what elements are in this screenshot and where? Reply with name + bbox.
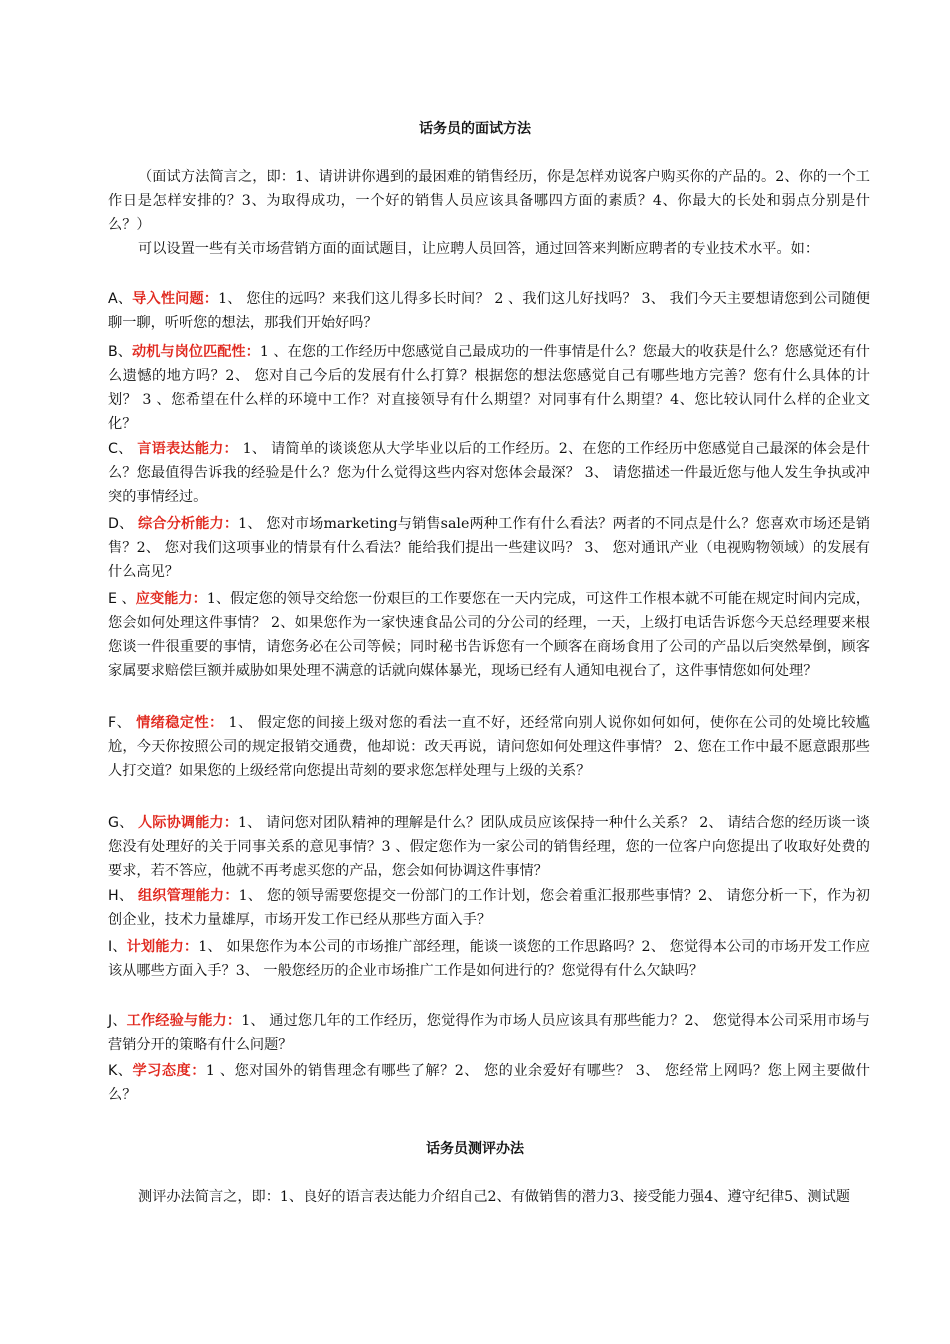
section-body: 1 、您对国外的销售理念有哪些了解？2、 您的业余爱好有哪些？ 3、 您经常上网吗？您上网主要做什么？ [108, 1063, 870, 1104]
section-body: 1、 请简单的谈谈您从大学毕业以后的工作经历。2、在您的工作经历中您感觉自己最深的体会是什么？您最值得告诉我的经验是什么？您为什么觉得这些内容对您体会最深？ 3、 请您描述一件最近您与他人发生争执或冲突的事情经过。 [108, 441, 870, 506]
section-body: 1、 假定您的间接上级对您的看法一直不好，还经常向别人说你如何如何，使你在公司的处境比较尴尬，今天你按照公司的规定报销交通费，他却说：改天再说，请问您如何处理这件事情？ 2、您在工作中最不愿意跟那些人打交道？如果您的上级经常向您提出苛刻的要求您怎样处理与上级的关系？ [108, 715, 870, 780]
section-heading: 应变能力： [135, 591, 207, 607]
section-body: 1、 如果您作为本公司的市场推广部经理，能谈一谈您的工作思路吗？2、 您觉得本公司的市场开发工作应该从哪些方面入手？3、 一般您经历的企业市场推广工作是如何进行的？您觉得有什么欠缺吗？ [108, 939, 870, 980]
section-prefix: K、 [108, 1063, 133, 1079]
document-title: 话务员的面试方法 [419, 121, 531, 137]
section-body: 1、 您对市场marketing与销售sale两种工作有什么看法？两者的不同点是什么？您喜欢市场还是销售？2、 您对我们这项事业的情景有什么看法？能给我们提出一些建议吗？ 3、 您对通讯产业（电视购物领域）的发展有什么高见？ [108, 516, 871, 581]
section-prefix: E 、 [108, 591, 136, 607]
section-prefix: B、 [108, 344, 132, 360]
section-heading: 言语表达能力： [137, 441, 238, 457]
section-e [108, 587, 870, 683]
section-body: 1、 您的领导需要您提交一份部门的工作计划，您会着重汇报那些事情？2、 请您分析一下，作为初创企业，技术力量雄厚，市场开发工作已经从那些方面入手？ [108, 888, 870, 929]
section-body: 1、 通过您几年的工作经历，您觉得作为市场人员应该具有那些能力？2、 您觉得本公司采用市场与营销分开的策略有什么问题？ [108, 1013, 870, 1054]
section-heading: 综合分析能力： [138, 516, 239, 532]
section-h [108, 884, 870, 932]
section-f [108, 711, 870, 783]
section-k [108, 1059, 870, 1107]
section-i [108, 935, 870, 983]
section-prefix: C、 [108, 441, 138, 457]
intro-paragraph-2: 可以设置一些有关市场营销方面的面试题目，让应聘人员回答，通过回答来判断应聘者的专业技术水平。如： [138, 241, 820, 257]
section-body: 1 、在您的工作经历中您感觉自己最成功的一件事情是什么？您最大的收获是什么？您感觉还有什么遗憾的地方吗？2、 您对自己今后的发展有什么打算？根据您的想法您感觉自己有哪些地方完善？您有什么具体的计划？ 3 、您希望在什么样的环境中工作？对直接领导有什么期望？对同事有什么期望？4、您比较认同什么样的企业文化？ [108, 344, 870, 433]
section-title-assessment: 话务员测评办法 [426, 1141, 524, 1157]
section-heading: 学习态度： [132, 1063, 206, 1079]
section-c [108, 437, 870, 509]
section-heading: 导入性问题： [132, 291, 219, 307]
section-body: 1、假定您的领导交给您一份艰巨的工作要您在一天内完成，可这件工作根本就不可能在规定时间内完成，您会如何处理这件事情？ 2、如果您作为一家快速食品公司的分公司的经理，一天，上级打电话告诉您今天总经理要来根您谈一件很重要的事情，请您务必在公司等候；同时秘书告诉您有一个顾客在商场食用了公司的产品以后突然晕倒，顾客家属要求赔偿巨额并威胁如果处理不满意的话就向媒体暴光，现场已经有人通知电视台了，这件事情您如何处理？ [108, 591, 870, 680]
section-heading: 人际协调能力： [138, 815, 239, 831]
section-prefix: F、 [108, 715, 137, 731]
section-heading: 计划能力： [126, 939, 199, 955]
section-prefix: H、 [108, 888, 138, 904]
section-prefix: G、 [108, 815, 138, 831]
section-prefix: I、 [108, 939, 127, 955]
section-prefix: D、 [108, 516, 138, 532]
closing-paragraph: 测评办法简言之，即：1、良好的语言表达能力介绍自己2、有做销售的潜力3、接受能力强4、遵守纪律5、测试题 [138, 1189, 850, 1205]
section-a [108, 287, 870, 335]
section-heading: 情绪稳定性： [136, 715, 224, 731]
section-heading: 组织管理能力： [137, 888, 239, 904]
section-b [108, 340, 870, 436]
section-d [108, 512, 870, 584]
intro-paragraph: （面试方法简言之，即：1、请讲讲你遇到的最困难的销售经历，你是怎样劝说客户购买你的产品的。2、你的一个工作日是怎样安排的？3、为取得成功，一个好的销售人员应该具备哪四方面的素质？4、你最大的长处和弱点分别是什么？） [108, 169, 870, 234]
section-body: 1、 请问您对团队精神的理解是什么？团队成员应该保持一种什么关系？ 2、 请结合您的经历谈一谈您没有处理好的关于同事关系的意见事情？3 、假定您作为一家公司的销售经理，您的一位客户向您提出了收取好处费的要求，若不答应，他就不再考虑买您的产品，您会如何协调这件事情？ [108, 815, 870, 880]
section-body: 1、 您住的远吗？来我们这儿得多长时间？ 2 、我们这儿好找吗？ 3、 我们今天主要想请您到公司随便聊一聊，听听您的想法，那我们开始好吗？ [108, 291, 870, 332]
section-heading: 工作经验与能力： [126, 1013, 242, 1029]
section-g [108, 811, 870, 883]
section-j [108, 1009, 870, 1057]
section-prefix: A、 [108, 291, 133, 307]
section-heading: 动机与岗位匹配性： [131, 344, 260, 360]
section-prefix: J、 [108, 1013, 127, 1029]
